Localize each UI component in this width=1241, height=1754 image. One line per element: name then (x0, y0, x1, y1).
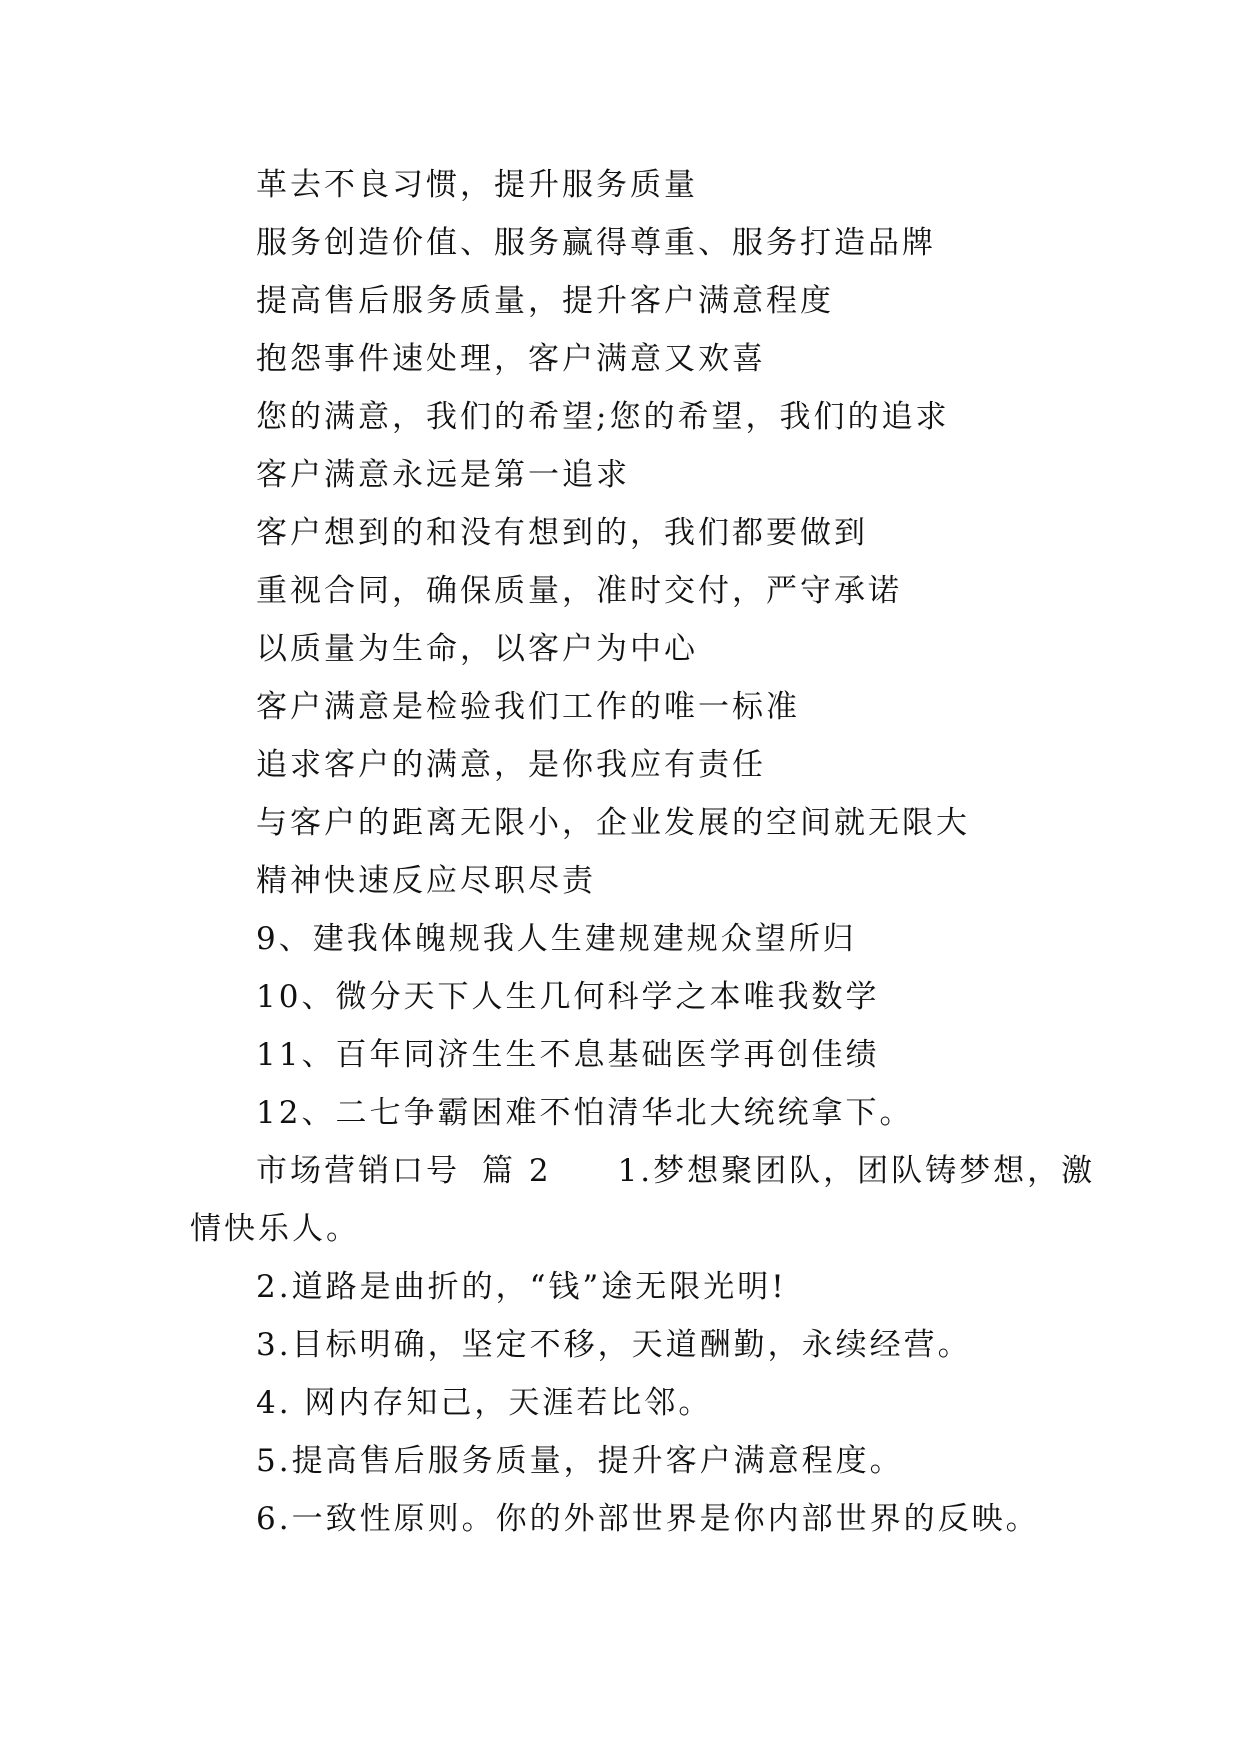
section-title: 市场营销口号 (256, 1153, 460, 1189)
text-line: 9、建我体魄规我人生建规建规众望所归 (256, 921, 857, 957)
text-line: 追求客户的满意，是你我应有责任 (256, 747, 766, 783)
section-label: 篇 2 (482, 1153, 552, 1189)
text-line: 10、微分天下人生几何科学之本唯我数学 (256, 979, 880, 1015)
section-heading-line (256, 1151, 1095, 1191)
list-item: 2.道路是曲折的，“钱”途无限光明! (256, 1269, 787, 1305)
text-line: 革去不良习惯，提升服务质量 (256, 167, 698, 203)
text-line: 以质量为生命，以客户为中心 (256, 631, 698, 667)
text-line: 抱怨事件速处理，客户满意又欢喜 (256, 341, 766, 377)
list-item-continuation: 情快乐人。 (190, 1211, 360, 1247)
list-item: 1.梦想聚团队，团队铸梦想，激 (617, 1153, 1096, 1189)
list-item: 3.目标明确，坚定不移，天道酬勤，永续经营。 (256, 1327, 972, 1363)
text-line: 12、二七争霸困难不怕清华北大统统拿下。 (256, 1095, 914, 1131)
text-line: 客户满意是检验我们工作的唯一标准 (256, 689, 800, 725)
text-line: 与客户的距离无限小，企业发展的空间就无限大 (256, 805, 970, 841)
text-line: 11、百年同济生生不息基础医学再创佳绩 (256, 1037, 880, 1073)
text-line: 客户满意永远是第一追求 (256, 457, 630, 493)
list-item: 5.提高售后服务质量，提升客户满意程度。 (256, 1443, 904, 1479)
text-line: 精神快速反应尽职尽责 (256, 863, 596, 899)
text-line: 提高售后服务质量，提升客户满意程度 (256, 283, 834, 319)
text-line: 客户想到的和没有想到的，我们都要做到 (256, 515, 868, 551)
text-line: 服务创造价值、服务赢得尊重、服务打造品牌 (256, 225, 936, 261)
list-item: 6.一致性原则。你的外部世界是你内部世界的反映。 (256, 1501, 1040, 1537)
list-item: 4. 网内存知己，天涯若比邻。 (256, 1385, 713, 1421)
text-line: 您的满意，我们的希望;您的希望，我们的追求 (256, 399, 950, 435)
text-line: 重视合同，确保质量，准时交付，严守承诺 (256, 573, 902, 609)
